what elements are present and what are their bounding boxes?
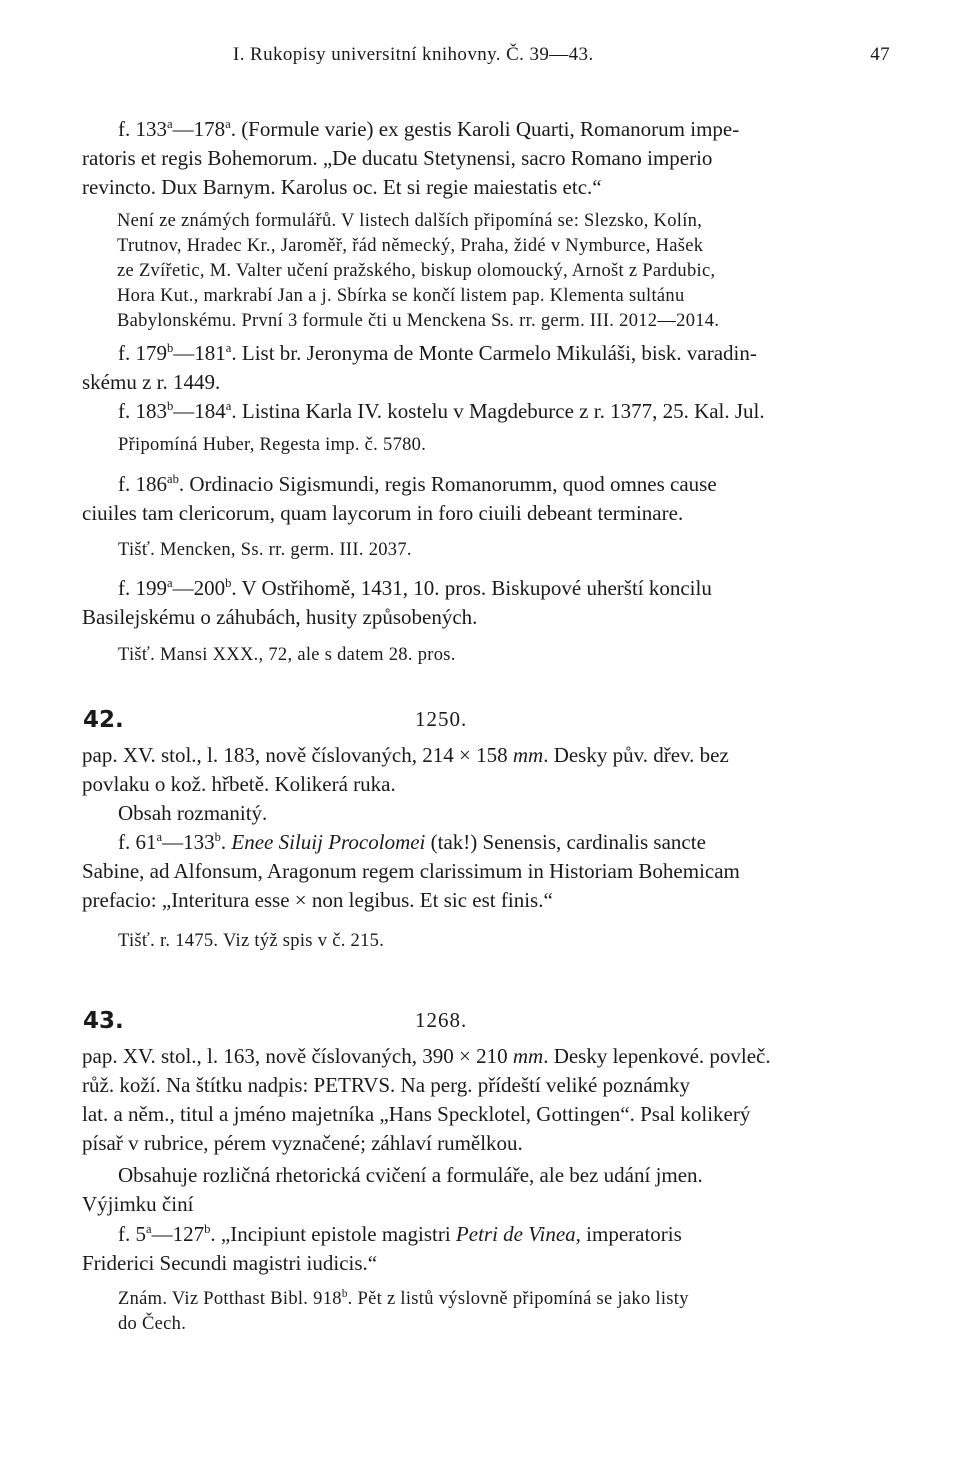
- text-line: f. 179$^b$—181$^a$. List br. Jeronyma de Monte Carmelo Mikuláši, bisk. varadin-: [118, 341, 757, 365]
- text-line: pap. XV. stol., l. 183, nově číslovaných, 214 × 158 mm. Desky pův. dřev. bez: [82, 743, 729, 767]
- text-line: Sabine, ad Alfonsum, Aragonum regem clarissimum in Historiam Bohemicam: [82, 859, 740, 883]
- text-line: do Čech.: [118, 1314, 187, 1334]
- text-line: f. 183$^b$—184$^a$. Listina Karla IV. kostelu v Magdeburce z r. 1377, 25. Kal. Jul.: [118, 399, 765, 423]
- text-line: Není ze známých formulářů. V listech dalších připomíná se: Slezsko, Kolín,: [117, 211, 703, 231]
- text-line: Připomíná Huber, Regesta imp. č. 5780.: [118, 435, 427, 455]
- text-line: Trutnov, Hradec Kr., Jaroměř, řád německý, Praha, židé v Nymburce, Hašek: [117, 236, 704, 256]
- text-line: Hora Kut., markrabí Jan a j. Sbírka se končí listem pap. Klementa sultánu: [117, 286, 685, 306]
- text-line: lat. a něm., titul a jméno majetníka „Hans Specklotel, Gottingen“. Psal kolikerý: [82, 1102, 751, 1126]
- text-line: ciuiles tam clericorum, quam laycorum in foro ciuili debeant terminare.: [82, 501, 684, 525]
- text-line: Tišť. Mansi XXX., 72, ale s datem 28. pros.: [118, 645, 456, 665]
- text-line: růž. koží. Na štítku nadpis: PETRVS. Na perg. přídeští veliké poznámky: [82, 1073, 690, 1097]
- text-line: skému z r. 1449.: [82, 370, 221, 394]
- text-line: povlaku o kož. hřbetě. Kolikerá ruka.: [82, 772, 396, 796]
- text-line: f. 199$^a$—200$^b$. V Ostřihomě, 1431, 10. pros. Biskupové uherští koncilu: [118, 576, 712, 600]
- entry-number: 43.: [83, 1008, 124, 1034]
- text-line: revincto. Dux Barnym. Karolus oc. Et si regie maiestatis etc.“: [82, 175, 602, 199]
- text-line: Obsahuje rozličná rhetorická cvičení a formuláře, ale bez udání jmen.: [118, 1163, 703, 1187]
- text-line: Obsah rozmanitý.: [118, 801, 268, 825]
- text-line: Friderici Secundi magistri iudicis.“: [82, 1251, 378, 1275]
- text-line: Tišť. Mencken, Ss. rr. germ. III. 2037.: [118, 540, 412, 560]
- text-line: f. 5$^a$—127$^b$. „Incipiunt epistole magistri Petri de Vinea, imperatoris: [118, 1222, 682, 1246]
- entry-number: 42.: [83, 707, 124, 733]
- text-line: písař v rubrice, pérem vyznačené; záhlaví rumělkou.: [82, 1131, 523, 1155]
- text-line: f. 61$^a$—133$^b$. Enee Siluij Procolomei (tak!) Senensis, cardinalis sancte: [118, 830, 706, 854]
- text-line: ze Zvířetic, M. Valter učení pražského, biskup olomoucký, Arnošt z Pardubic,: [117, 261, 716, 281]
- text-line: prefacio: „Interitura esse × non legibus. Et sic est finis.“: [82, 888, 553, 912]
- text-line: Babylonskému. První 3 formule čti u Menckena Ss. rr. germ. III. 2012—2014.: [117, 311, 720, 331]
- text-line: Znám. Viz Potthast Bibl. 918$^b$. Pět z listů výslovně připomíná se jako listy: [118, 1287, 689, 1309]
- page-number: 47: [870, 44, 890, 65]
- entry-year: 1250.: [415, 707, 468, 731]
- text-line: ratoris et regis Bohemorum. „De ducatu Stetynensi, sacro Romano imperio: [82, 146, 713, 170]
- text-line: Tišť. r. 1475. Viz týž spis v č. 215.: [118, 931, 385, 951]
- text-line: f. 133$^a$—178$^a$. (Formule varie) ex gestis Karoli Quarti, Romanorum impe-: [118, 117, 740, 141]
- entry-year: 1268.: [415, 1008, 468, 1032]
- running-header-title: I. Rukopisy universitní knihovny. Č. 39—43.: [233, 44, 594, 65]
- text-line: pap. XV. stol., l. 163, nově číslovaných, 390 × 210 mm. Desky lepenkové. povleč.: [82, 1044, 771, 1068]
- text-line: Výjimku činí: [82, 1192, 194, 1216]
- text-line: Basilejskému o záhubách, husity způsobených.: [82, 605, 478, 629]
- text-line: f. $186^{ab}$. Ordinacio Sigismundi, regis Romanorumm, quod omnes cause: [118, 472, 717, 496]
